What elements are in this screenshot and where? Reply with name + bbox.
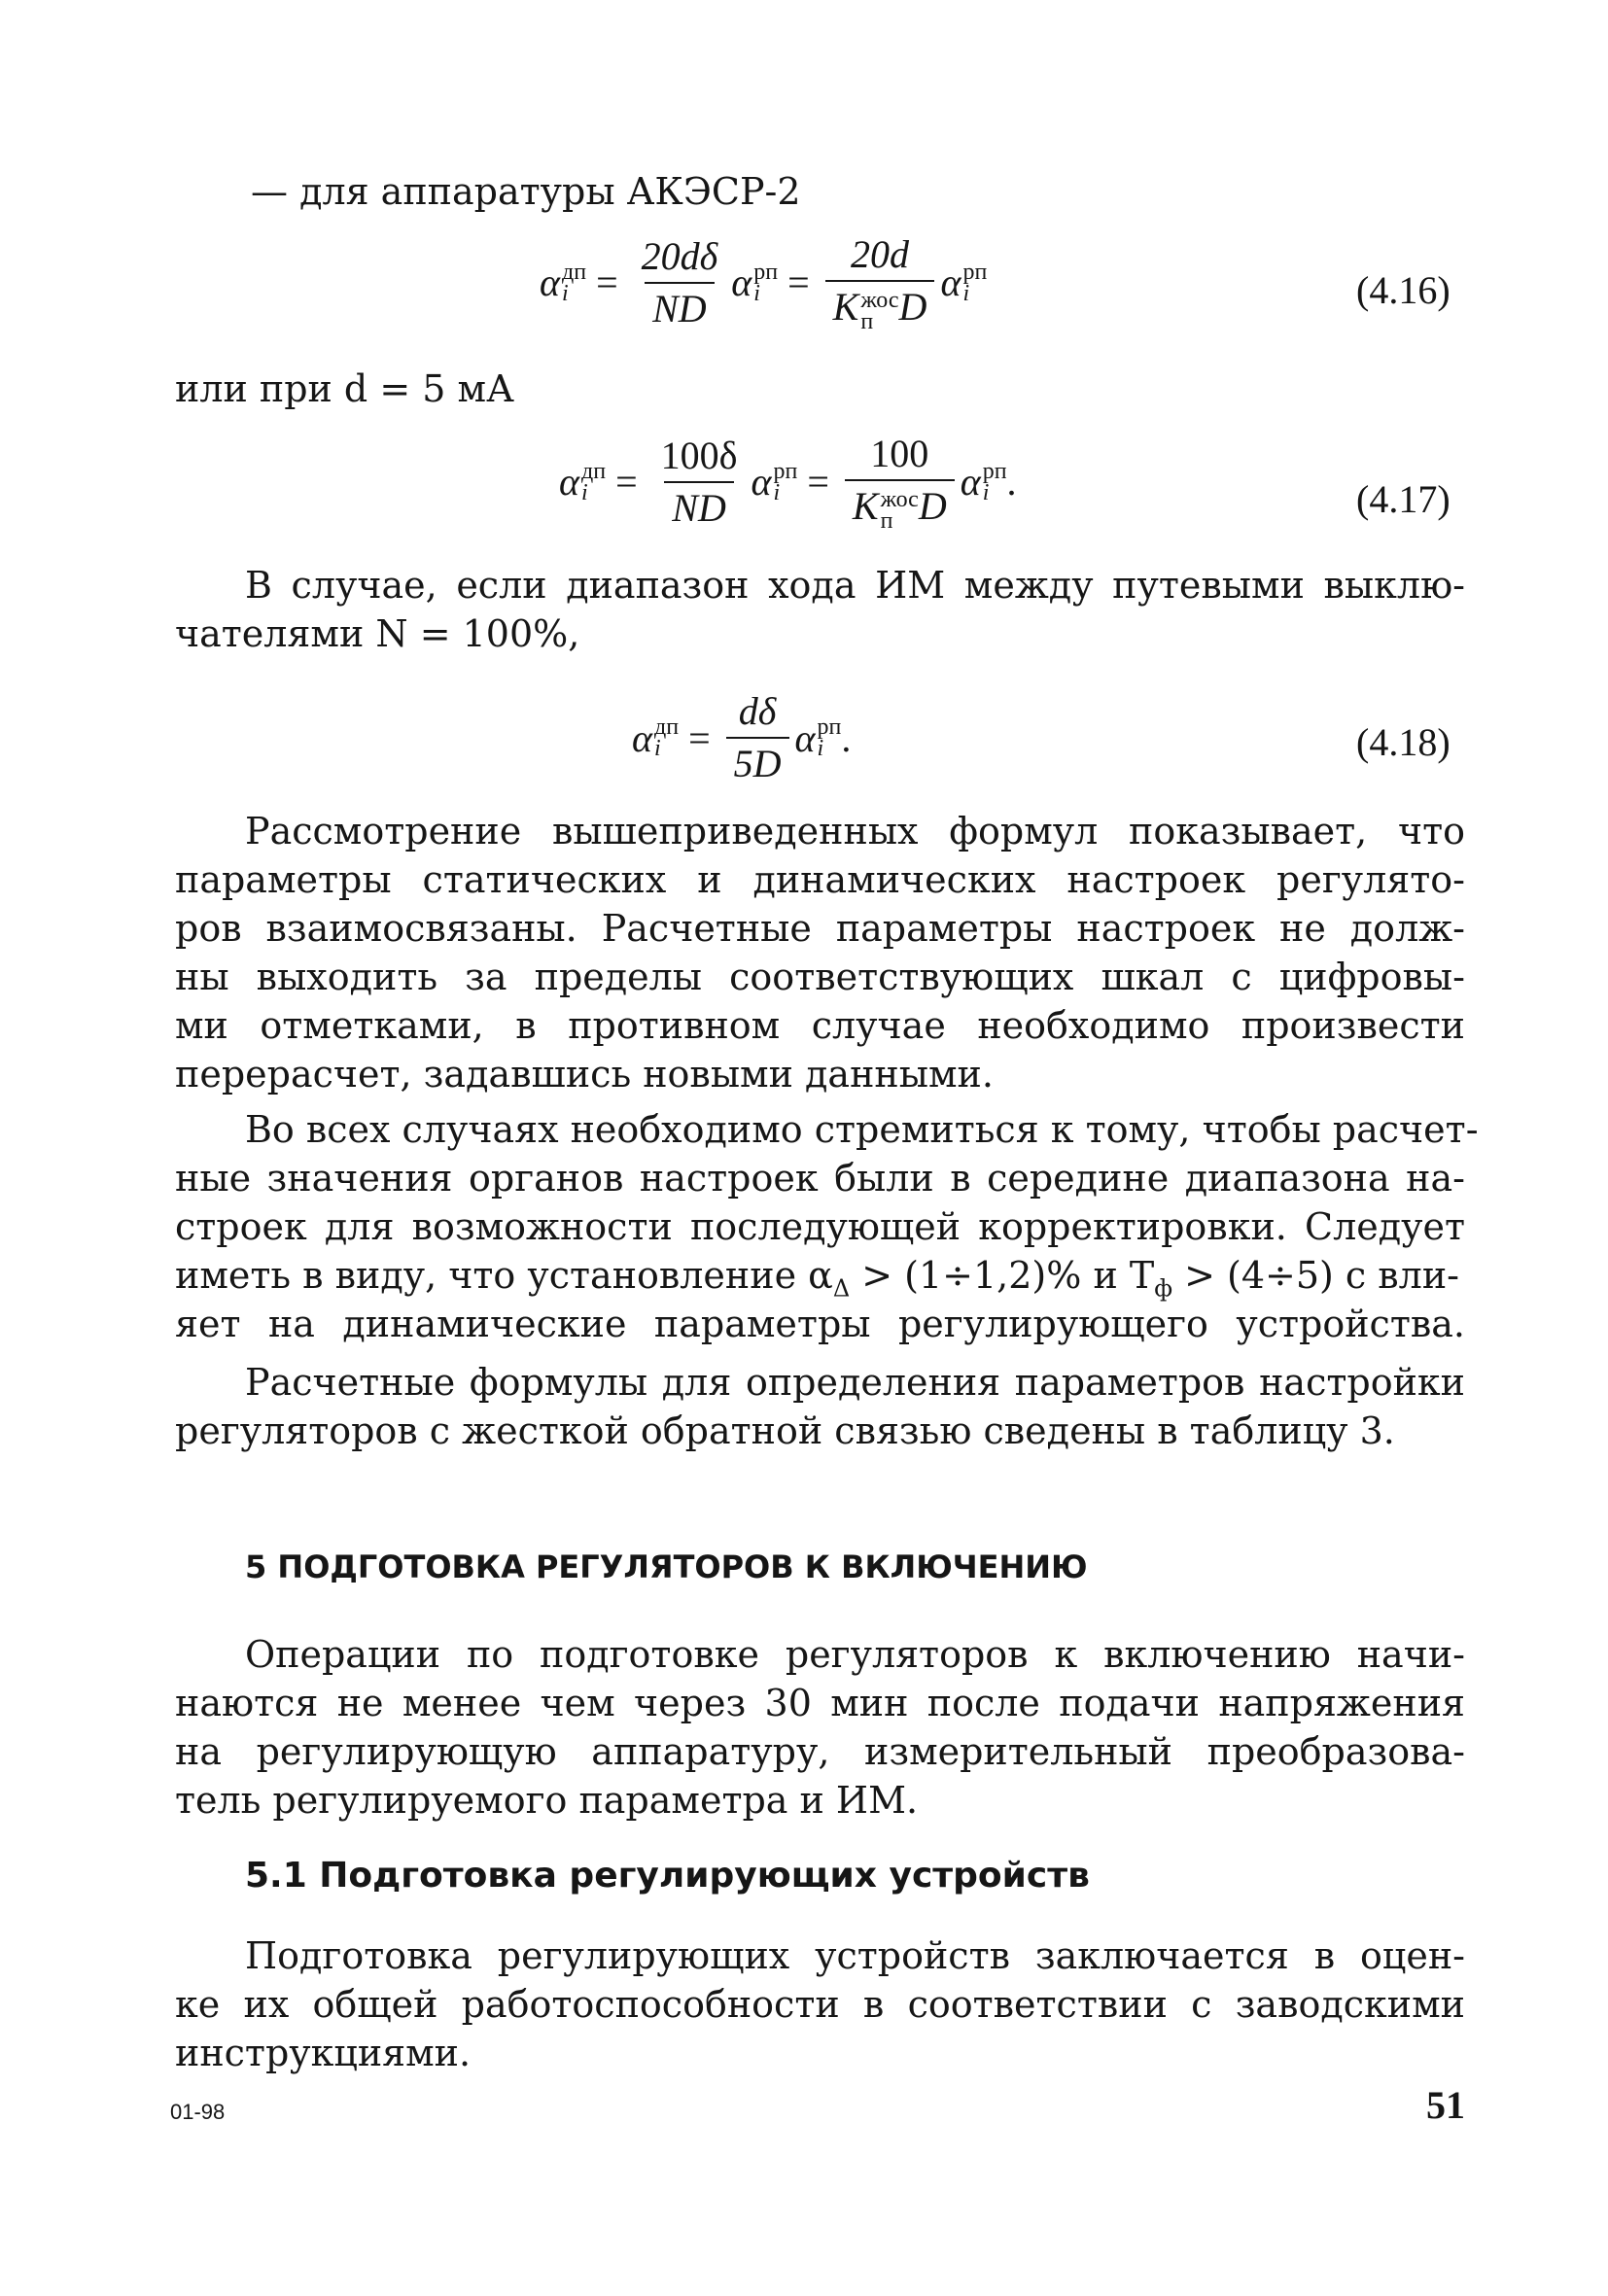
p3-line-1: Расчетные формулы для определения параметров настройки [245,1361,1465,1404]
formula-4-16: α дп i = $\frac{20d\delta}{ND}$ α рп i = 20d K жос п D α рп i [540,232,988,334]
or-line: или при d = 5 мА [175,367,514,410]
case-line-2: чателями N = 100%, [175,612,580,655]
f418-rhs-sub: i [817,736,824,761]
p4-line-4: тель регулируемого параметра и ИМ. [175,1779,919,1822]
p2-line-3: строек для возможности последующей корректировки. Следует [175,1205,1465,1248]
p4-line-2: наются не менее чем через 30 мин после подачи напряжения [175,1682,1465,1724]
f417-lhs: α [559,460,579,504]
f416-frac2-den [825,280,935,332]
p2-line-1: Во всех случаях необходимо стремиться к тому, чтобы расчет- [245,1108,1479,1151]
f417-lhs-sub: i [581,479,588,505]
f417-den-sub: п [880,507,893,534]
f418-lhs-sub: i [654,736,661,761]
f417-mid-sub: i [773,479,781,505]
intro-line: — для аппаратуры АКЭСР-2 [251,170,801,213]
p2-line-5: яет на динамические параметры регулирующего устройства. [175,1303,1465,1345]
p2-line-4-text: иметь в виду, что установление α [175,1254,833,1297]
p3-line-2: регуляторов с жесткой обратной связью сведены в таблицу 3. [175,1409,1395,1452]
p1-line-3: ров взаимосвязаны. Расчетные параметры настроек не долж- [175,907,1465,950]
f416-den-d: D [898,285,927,329]
f416-rhs: α [940,261,961,305]
f417-rhs-sub: i [982,479,990,505]
f417-den-k: K [852,484,879,528]
f416-frac1-den: ND [645,282,715,330]
f417-frac1-num: 100δ [660,433,738,477]
f418-lhs-sup: дп [654,714,680,740]
f417-end: . [1006,460,1017,504]
f416-mid-sup: рп [753,259,779,285]
f418-frac-num: dδ [738,689,777,733]
f417-den-d: D [918,484,947,528]
p2-line-2: ные значения органов настроек были в середине диапазона на- [175,1157,1465,1200]
f417-frac2-num: 100 [870,432,929,475]
p5-line-2: ке их общей работоспособности в соответствии с заводскими [175,1983,1465,2026]
f416-frac1-num: 20dδ [641,233,718,278]
p2-line-4-mid: > (1÷1,2)% и T [850,1254,1155,1297]
p4-line-1: Операции по подготовке регуляторов к включению начи- [245,1633,1465,1676]
p5-line-3: инструкциями. [175,2032,472,2074]
f417-rhs: α [960,460,981,504]
f417-lhs-sup: дп [581,458,607,484]
f417-frac2 [845,433,955,532]
footer-code: 01-98 [170,2100,226,2124]
f417-rhs-sup: рп [982,458,1007,484]
p1-line-2: параметры статических и динамических настроек регулято- [175,858,1465,901]
f418-frac-den: 5D [726,737,789,785]
f416-mid: α [731,261,752,305]
p2-line-4-sub-delta: Δ [832,1274,851,1303]
formula-4-18: α дп i = $\frac{d\delta}{5D}$ α рп i . [632,689,852,785]
f416-den-sup: жос [860,287,899,313]
formula-4-17: α дп i = $\frac{100\delta}{ND}$ α рп i = 100 K жос п D α рп i . [559,432,1017,534]
f417-frac1-den: ND [664,481,734,530]
f418-rhs-sup: рп [817,714,842,740]
page-number: 51 [1426,2083,1465,2127]
f416-rhs-sub: i [962,280,970,306]
p1-line-5: ми отметками, в противном случае необходимо произвести [175,1004,1465,1047]
f417-mid-sup: рп [773,458,798,484]
eq-number-4-18: (4.18) [1356,720,1451,764]
p1-line-1: Рассмотрение вышеприведенных формул показывает, что [245,810,1465,852]
p1-line-6: перерасчет, задавшись новыми данными. [175,1053,994,1096]
f416-frac2-num: 20d [851,232,910,276]
f416-rhs-sup: рп [962,259,988,285]
f417-mid: α [751,460,772,504]
f417-den-sup: жос [880,486,919,512]
p5-line-1: Подготовка регулирующих устройств заключается в оцен- [245,1934,1465,1977]
subsection-heading: 5.1 Подготовка регулирующих устройств [245,1856,1090,1896]
f417-frac1 [653,435,746,530]
eq-number-4-16: (4.16) [1356,268,1451,312]
f418-rhs: α [794,715,816,760]
f418-lhs: α [632,715,652,760]
section-heading: 5 ПОДГОТОВКА РЕГУЛЯТОРОВ К ВКЛЮЧЕНИЮ [245,1548,1088,1585]
p1-line-4: ны выходить за пределы соответствующих шкал с цифровы- [175,956,1465,998]
p2-line-4-end: > (4÷5) с вли- [1172,1254,1459,1297]
f416-lhs-sub: i [562,280,569,306]
f417-frac2-den [845,479,955,532]
f416-lhs-sup: дп [562,259,587,285]
p4-line-3: на регулирующую аппаратуру, измерительный преобразова- [175,1730,1465,1773]
eq-number-4-17: (4.17) [1356,477,1451,521]
p2-line-4-sub-f: ф [1154,1274,1172,1303]
case-line-1: В случае, если диапазон хода ИМ между путевыми выклю- [245,564,1465,607]
f416-mid-sub: i [753,280,760,306]
f416-den-k: K [832,285,859,329]
f416-frac1 [634,235,726,330]
f416-lhs: α [540,261,560,305]
f418-frac [726,690,789,785]
f416-frac2 [825,233,935,332]
f418-end: . [841,715,852,760]
f416-den-sub: п [860,308,874,334]
